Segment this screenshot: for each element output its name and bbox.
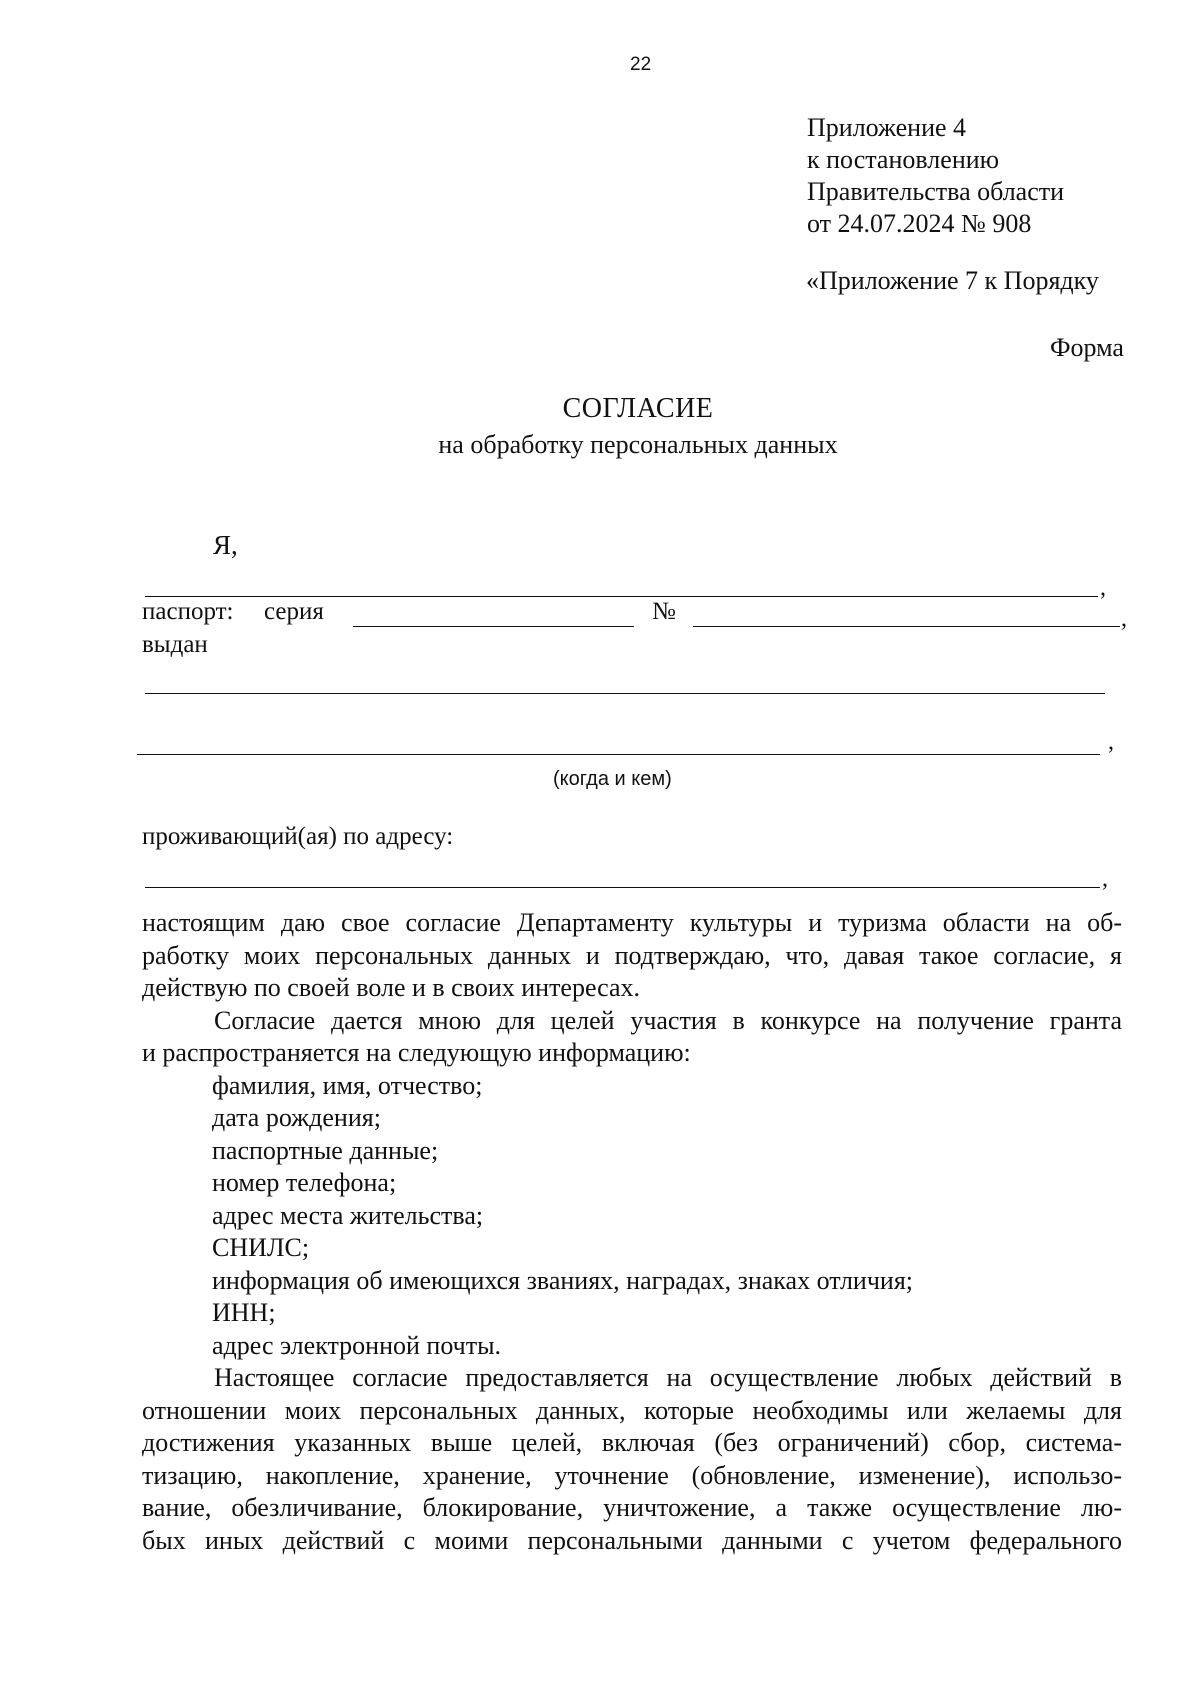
body-line: и распространяется на следующую информацию: [142,1038,691,1067]
full-name-line[interactable] [145,596,1098,597]
body-line: вание, обезличивание, блокирование, уничтожение, а также осуществление лю- [142,1493,1122,1522]
body-line: Согласие дается мною для целей участия в конкурсе на получение гранта [214,1005,1122,1035]
comma: , [1108,729,1114,755]
issued-line-2[interactable] [137,754,1100,755]
comma: , [1121,606,1127,632]
sub-appendix: «Приложение 7 к Порядку [806,266,1099,295]
form-label: Форма [1050,333,1124,362]
list-item: адрес места жительства; [212,1200,484,1230]
body-line: отношении моих персональных данных, которые необходимы или желаемы для [142,1395,1122,1425]
body-line: настоящим даю свое согласие Департаменту культуры и туризма области на об- [142,908,1122,937]
list-item: информация об имеющихся званиях, наградах, знаках отличия; [212,1265,914,1295]
appendix-line: к постановлению [807,145,1000,174]
appendix-line: Правительства области [807,177,1065,206]
list-item: СНИЛС; [212,1233,310,1262]
appendix-block [807,112,1064,240]
document-subtitle: на обработку персональных данных [438,430,838,459]
passport-series-line[interactable] [353,626,634,627]
list-item: ИНН; [212,1298,276,1327]
passport-label: паспорт: [142,598,234,625]
consent-body [142,907,1122,1557]
appendix-line: от 24.07.2024 № 908 [807,209,1032,238]
body-line: бых иных действий с моими персональными данными с учетом федерального [142,1525,1122,1555]
when-by-whom-hint: (когда и кем) [553,768,672,790]
comma: , [1100,575,1106,601]
comma: , [1102,866,1108,892]
list-item: номер телефона; [212,1168,397,1197]
body-line: достижения указанных выше целей, включая (без ограничений) сбор, система- [142,1428,1122,1457]
body-line: тизацию, накопление, хранение, уточнение (обновление, изменение), использо- [142,1460,1122,1490]
address-label: проживающий(ая) по адресу: [142,823,454,850]
document-title: СОГЛАСИЕ [562,393,714,424]
series-label: серия [264,598,324,625]
passport-number-line[interactable] [693,626,1120,627]
issued-line-1[interactable] [145,693,1105,694]
list-item: дата рождения; [212,1103,381,1132]
number-label: № [652,598,676,625]
body-line: действую по своей воле и в своих интересах. [142,973,641,1002]
issued-label: выдан [142,631,208,658]
list-item: адрес электронной почты. [212,1330,502,1360]
appendix-line: Приложение 4 [807,113,967,142]
list-item: паспортные данные; [212,1135,439,1165]
ya-label: Я, [213,530,238,560]
address-line[interactable] [145,887,1100,888]
body-line: работку моих персональных данных и подтверждаю, что, давая такое согласие, я [142,940,1122,970]
body-line: Настоящее согласие предоставляется на осуществление любых действий в [214,1363,1122,1392]
list-item: фамилия, имя, отчество; [212,1070,483,1100]
page-number: 22 [630,54,652,75]
